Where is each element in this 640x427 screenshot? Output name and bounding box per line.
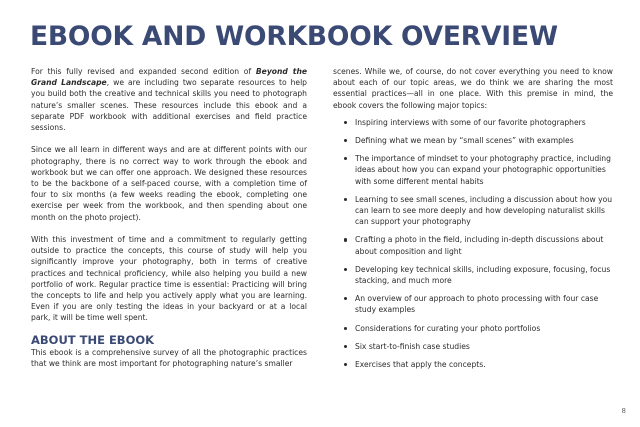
intro-paragraph xyxy=(31,66,307,133)
about-ebook-text-flow: scenes. While we, of course, do not cover everything you need to know about each of our topic areas, we do think we are sharing the most essential practices—all in one place. With this premise in mind, the ebook covers the following major topics: xyxy=(333,67,613,110)
left-column xyxy=(31,66,307,369)
list-item: Developing key technical skills, including exposure, focusing, focus stacking, and much more xyxy=(333,264,613,286)
page-number: 8 xyxy=(621,407,626,415)
topics-list xyxy=(333,117,613,370)
about-ebook-text-continued xyxy=(333,66,613,111)
about-ebook-heading: ABOUT THE EBOOK xyxy=(31,332,155,347)
list-item: An overview of our approach to photo processing with four case study examples xyxy=(333,293,613,315)
list-item: Considerations for curating your photo portfolios xyxy=(333,323,613,334)
list-item: Defining what we mean by “small scenes” with examples xyxy=(333,135,613,146)
list-item: Six start-to-finish case studies xyxy=(333,341,613,352)
list-item: The importance of mindset to your photography practice, including ideas about how you can expand your photographic opportunities with some different mental habits xyxy=(333,153,613,187)
book-title: Beyond the Grand Landscape xyxy=(31,67,307,88)
commitment-paragraph: With this investment of time and a commitment to regularly getting outside to practice the concepts, this course of study will help you significantly improve your photography, both in terms of creative practices and technical proficiency, while also helping you build a new portfolio of work. Regular practice time is essential: Practicing will bring the concepts to life and help you actively apply what you are learning. Even if you are only testing the ideas in your backyard or at a local park, it will be time well spent. xyxy=(31,235,307,323)
intro-post: , we are including two separate resources to help you build both the creative and technical skills you need to photograph nature’s smaller scenes. These resources include this ebook and a separate PDF workbook with additional exercises and field practice sessions. xyxy=(31,78,307,133)
list-item: Crafting a photo in the field, including in-depth discussions about about composition and light xyxy=(333,234,613,256)
about-ebook-text: This ebook is a comprehensive survey of all the photographic practices that we think are most important for photographing nature’s smaller xyxy=(31,347,307,368)
right-column xyxy=(333,66,613,377)
intro-pre: For this fully revised and expanded second edition of xyxy=(31,67,256,76)
list-item: Exercises that apply the concepts. xyxy=(333,359,613,370)
list-item: Inspiring interviews with some of our favorite photographers xyxy=(333,117,613,128)
list-item: Learning to see small scenes, including a discussion about how you can learn to see more deeply and how developing naturalist skills can support your photography xyxy=(333,194,613,228)
page-title: EBOOK AND WORKBOOK OVERVIEW xyxy=(30,21,558,52)
approach-paragraph: Since we all learn in different ways and are at different points with our photography, there is no correct way to work through the ebook and workbook but we can offer one approach. We designed these resources to be the backbone of a self-paced course, with a completion time of four to six months (a few weeks reading the ebook, completing one exercise per week from the workbook, and then spending about one month on the photo project). xyxy=(31,145,307,222)
